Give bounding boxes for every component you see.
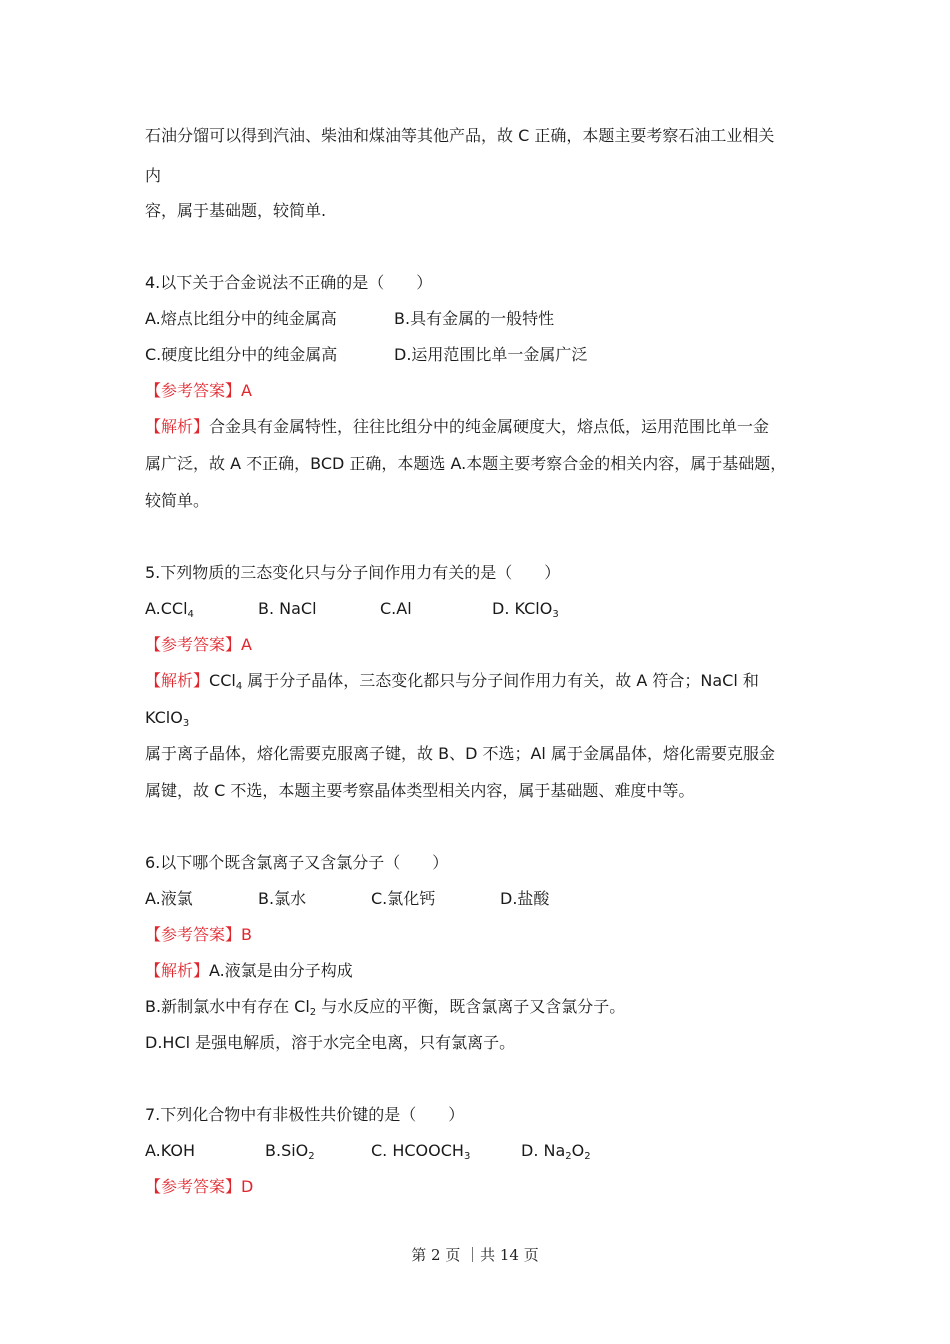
q5-question: 5.下列物质的三态变化只与分子间作用力有关的是（ ） [145,563,561,582]
subscript: 2 [584,1151,591,1162]
subscript: 3 [552,609,559,620]
subscript: 3 [182,718,190,729]
q4-option-b: B.具有金属的一般特性 [394,309,555,328]
q7-option-c [371,1139,470,1163]
subscript: 3 [463,1151,471,1162]
q6-option-d: D.盐酸 [500,889,550,908]
q7-option-b [265,1139,315,1163]
q5-analysis-line [145,669,759,693]
q6-analysis-line [145,995,625,1019]
analysis-label: 【解析】 [145,961,210,980]
q6-analysis-line [145,959,353,983]
analysis-text: B.新制氯水中有存在 Cl [145,997,310,1016]
q7-option-a: A.KOH [145,1141,195,1160]
q5-option-d [492,597,559,621]
analysis-text: 属于分子晶体，三态变化都只与分子间作用力有关，故 A 符合；NaCl 和 [242,671,759,690]
option-text: O [571,1141,585,1160]
q5-option-b: B. NaCl [258,599,317,618]
subscript: 4 [187,609,194,620]
analysis-text: 合金具有金属特性，往往比组分中的纯金属硬度大，熔点低，运用范围比单一金 [209,417,770,436]
q6-option-b: B.氯水 [258,889,307,908]
q5-option-c: C.Al [380,599,412,618]
option-text: A.CCl [145,599,188,618]
q3-text-line: 石油分馏可以得到汽油、柴油和煤油等其他产品，故 C 正确，本题主要考察石油工业相关 [145,126,775,145]
q6-option-c: C.氯化钙 [371,889,436,908]
analysis-label: 【解析】 [145,417,210,436]
q7-answer: 【参考答案】D [145,1177,254,1196]
q4-analysis-line: 较简单。 [145,491,210,510]
option-text: B.SiO [265,1141,309,1160]
analysis-text: A.液氯是由分子构成 [209,961,353,980]
page-footer: 第 2 页 ｜共 14 页 [411,1246,539,1264]
q4-analysis-line: 属广泛，故 A 不正确，BCD 正确，本题选 A.本题主要考察合金的相关内容，属于基础题， [145,454,787,473]
analysis-text: 与水反应的平衡，既含氯离子又含氯分子。 [316,997,626,1016]
subscript: 2 [309,1007,317,1018]
subscript: 2 [565,1151,572,1162]
analysis-text: KClO [145,708,183,727]
q5-analysis-line [145,706,189,730]
q7-question: 7.下列化合物中有非极性共价键的是（ ） [145,1105,465,1124]
q6-option-a: A.液氯 [145,889,193,908]
q5-answer: 【参考答案】A [145,635,252,654]
q5-analysis-line: 属于离子晶体，熔化需要克服离子键，故 B、D 不选；Al 属于金属晶体，熔化需要克服金 [145,744,775,763]
q6-analysis-line: D.HCl 是强电解质，溶于水完全电离，只有氯离子。 [145,1033,516,1052]
q4-option-a: A.熔点比组分中的纯金属高 [145,309,337,328]
q3-text-line: 容，属于基础题，较简单. [145,201,327,220]
q4-option-d: D.运用范围比单一金属广泛 [394,345,588,364]
q4-option-c: C.硬度比组分中的纯金属高 [145,345,338,364]
subscript: 4 [235,681,243,692]
q5-option-a [145,597,194,621]
option-text: D. KClO [492,599,553,618]
q7-option-d [521,1139,591,1163]
q6-answer: 【参考答案】B [145,925,252,944]
option-text: D. Na [521,1141,566,1160]
q4-analysis-line [145,415,769,439]
q4-question: 4.以下关于合金说法不正确的是（ ） [145,273,433,292]
q3-text-line: 内 [145,166,162,185]
q4-answer: 【参考答案】A [145,381,252,400]
analysis-label: 【解析】 [145,671,210,690]
q6-question: 6.以下哪个既含氯离子又含氯分子（ ） [145,853,449,872]
option-text: C. HCOOCH [371,1141,464,1160]
q5-analysis-line: 属键，故 C 不选，本题主要考察晶体类型相关内容，属于基础题、难度中等。 [145,781,695,800]
subscript: 2 [308,1151,315,1162]
analysis-text: CCl [209,671,236,690]
